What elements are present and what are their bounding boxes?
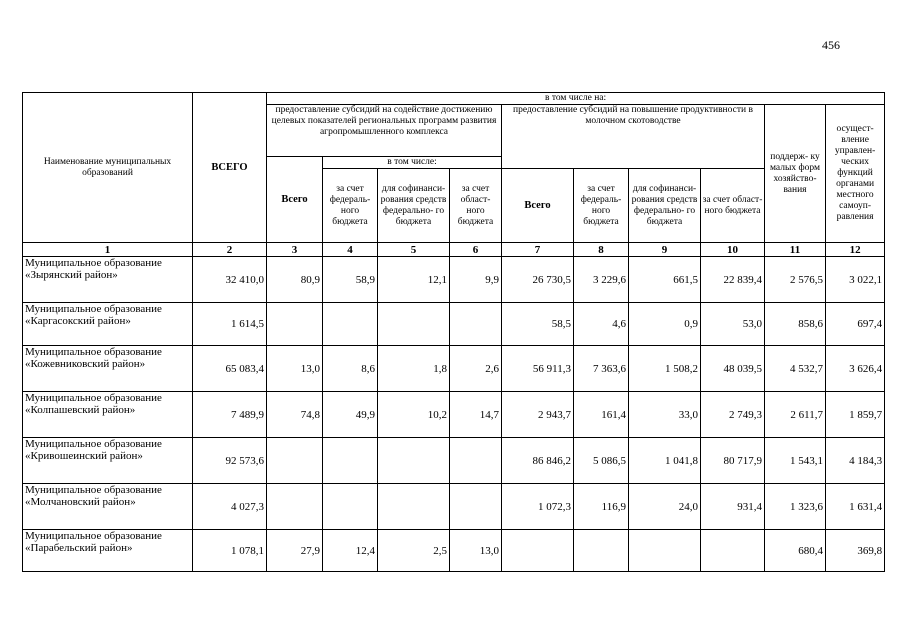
table-cell: 2 749,3 bbox=[701, 392, 765, 438]
table-cell: 56 911,3 bbox=[502, 346, 574, 392]
municipality-name: Муниципальное образование «Колпашевский район» bbox=[23, 392, 193, 438]
column-number: 4 bbox=[323, 243, 378, 257]
column-number: 1 bbox=[23, 243, 193, 257]
header-small-farms: поддерж- ку малых форм хозяйство- вания bbox=[765, 105, 826, 243]
table-cell: 680,4 bbox=[765, 530, 826, 572]
table-cell: 5 086,5 bbox=[574, 438, 629, 484]
table-cell bbox=[267, 484, 323, 530]
table-cell: 4 027,3 bbox=[193, 484, 267, 530]
table-cell: 12,1 bbox=[378, 257, 450, 303]
table-cell bbox=[629, 530, 701, 572]
table-cell: 13,0 bbox=[267, 346, 323, 392]
table-row bbox=[23, 484, 885, 530]
table-cell bbox=[450, 438, 502, 484]
table-cell: 92 573,6 bbox=[193, 438, 267, 484]
column-number: 3 bbox=[267, 243, 323, 257]
table-cell: 32 410,0 bbox=[193, 257, 267, 303]
table-cell: 13,0 bbox=[450, 530, 502, 572]
header-a-total: Всего bbox=[267, 157, 323, 243]
table-row bbox=[23, 392, 885, 438]
table-cell: 2,6 bbox=[450, 346, 502, 392]
table-cell: 49,9 bbox=[323, 392, 378, 438]
table-cell: 3 229,6 bbox=[574, 257, 629, 303]
table-cell: 1 323,6 bbox=[765, 484, 826, 530]
table-cell: 1 614,5 bbox=[193, 303, 267, 346]
header-a-federal: за счет федераль- ного бюджета bbox=[323, 169, 378, 243]
table-cell: 53,0 bbox=[701, 303, 765, 346]
header-b-federal: за счет федераль- ного бюджета bbox=[574, 169, 629, 243]
table-cell: 8,6 bbox=[323, 346, 378, 392]
table-cell bbox=[378, 438, 450, 484]
header-management: осущест- вление управлен- ческих функций органами местного самоуп- равления bbox=[826, 105, 885, 243]
table-cell: 7 489,9 bbox=[193, 392, 267, 438]
table-cell: 1 508,2 bbox=[629, 346, 701, 392]
table-cell: 931,4 bbox=[701, 484, 765, 530]
column-number: 10 bbox=[701, 243, 765, 257]
table-cell: 58,5 bbox=[502, 303, 574, 346]
table-cell bbox=[267, 303, 323, 346]
table-cell: 1 859,7 bbox=[826, 392, 885, 438]
table-cell: 697,4 bbox=[826, 303, 885, 346]
table-cell: 116,9 bbox=[574, 484, 629, 530]
column-number: 2 bbox=[193, 243, 267, 257]
table-cell: 3 626,4 bbox=[826, 346, 885, 392]
table-cell bbox=[267, 438, 323, 484]
table-cell: 369,8 bbox=[826, 530, 885, 572]
table-cell: 2,5 bbox=[378, 530, 450, 572]
column-number: 11 bbox=[765, 243, 826, 257]
table-cell bbox=[450, 303, 502, 346]
table-row bbox=[23, 346, 885, 392]
table-cell bbox=[378, 484, 450, 530]
table-cell: 65 083,4 bbox=[193, 346, 267, 392]
table-cell: 1 041,8 bbox=[629, 438, 701, 484]
table-cell: 1 631,4 bbox=[826, 484, 885, 530]
header-group-a: предоставление субсидий на содействие достижению целевых показателей региональных программ развития агропромышленного комплекса bbox=[267, 105, 502, 157]
header-a-regional: за счет област- ного бюджета bbox=[450, 169, 502, 243]
table-cell: 7 363,6 bbox=[574, 346, 629, 392]
table-cell bbox=[378, 303, 450, 346]
municipality-name: Муниципальное образование «Кривошеинский район» bbox=[23, 438, 193, 484]
table-cell: 58,9 bbox=[323, 257, 378, 303]
table-cell: 80 717,9 bbox=[701, 438, 765, 484]
municipality-name: Муниципальное образование «Зырянский район» bbox=[23, 257, 193, 303]
table-cell: 1,8 bbox=[378, 346, 450, 392]
table-cell: 4 532,7 bbox=[765, 346, 826, 392]
table-cell: 22 839,4 bbox=[701, 257, 765, 303]
municipality-name: Муниципальное образование «Кожевниковский район» bbox=[23, 346, 193, 392]
table-body bbox=[23, 257, 885, 572]
table-cell: 4 184,3 bbox=[826, 438, 885, 484]
table-cell: 2 576,5 bbox=[765, 257, 826, 303]
table-cell: 2 943,7 bbox=[502, 392, 574, 438]
municipality-name: Муниципальное образование «Каргасокский район» bbox=[23, 303, 193, 346]
table-cell: 74,8 bbox=[267, 392, 323, 438]
table-cell: 858,6 bbox=[765, 303, 826, 346]
table-cell: 1 072,3 bbox=[502, 484, 574, 530]
table-cell: 3 022,1 bbox=[826, 257, 885, 303]
table-cell: 661,5 bbox=[629, 257, 701, 303]
table-cell: 9,9 bbox=[450, 257, 502, 303]
header-including: в том числе на: bbox=[267, 93, 885, 105]
column-number: 8 bbox=[574, 243, 629, 257]
column-number: 5 bbox=[378, 243, 450, 257]
table-cell bbox=[450, 484, 502, 530]
table-cell: 10,2 bbox=[378, 392, 450, 438]
header-group-b: предоставление субсидий на повышение продуктивности в молочном скотоводстве bbox=[502, 105, 765, 169]
table-cell: 80,9 bbox=[267, 257, 323, 303]
municipality-name: Муниципальное образование «Молчановский район» bbox=[23, 484, 193, 530]
column-number: 6 bbox=[450, 243, 502, 257]
table-cell: 14,7 bbox=[450, 392, 502, 438]
header-b-total: Всего bbox=[502, 169, 574, 243]
column-number-row bbox=[23, 243, 885, 257]
table-row bbox=[23, 303, 885, 346]
municipality-name: Муниципальное образование «Парабельский район» bbox=[23, 530, 193, 572]
header-total: ВСЕГО bbox=[193, 93, 267, 243]
header-municipality: Наименование муниципальных образований bbox=[23, 93, 193, 243]
table-cell bbox=[323, 303, 378, 346]
table-cell: 2 611,7 bbox=[765, 392, 826, 438]
subsidy-table bbox=[22, 92, 885, 572]
table-cell: 1 078,1 bbox=[193, 530, 267, 572]
table-cell: 26 730,5 bbox=[502, 257, 574, 303]
table-cell: 86 846,2 bbox=[502, 438, 574, 484]
table-cell: 27,9 bbox=[267, 530, 323, 572]
table-cell: 0,9 bbox=[629, 303, 701, 346]
table-cell: 12,4 bbox=[323, 530, 378, 572]
table-cell: 33,0 bbox=[629, 392, 701, 438]
table-row bbox=[23, 438, 885, 484]
header-b-regional: за счет област- ного бюджета bbox=[701, 169, 765, 243]
column-number: 7 bbox=[502, 243, 574, 257]
table-cell bbox=[574, 530, 629, 572]
table-row bbox=[23, 530, 885, 572]
table-cell bbox=[502, 530, 574, 572]
header-b-cofinancing: для софинанси- рования средств федерально- го бюджета bbox=[629, 169, 701, 243]
table-cell: 161,4 bbox=[574, 392, 629, 438]
table-cell: 1 543,1 bbox=[765, 438, 826, 484]
header-a-cofinancing: для софинанси- рования средств федерально- го бюджета bbox=[378, 169, 450, 243]
table-cell bbox=[701, 530, 765, 572]
column-number: 12 bbox=[826, 243, 885, 257]
header-a-including: в том числе: bbox=[323, 157, 502, 169]
table-cell: 4,6 bbox=[574, 303, 629, 346]
table-header bbox=[23, 93, 885, 257]
table-row bbox=[23, 257, 885, 303]
table-cell bbox=[323, 438, 378, 484]
table-cell: 24,0 bbox=[629, 484, 701, 530]
page-number: 456 bbox=[822, 38, 840, 52]
table-cell: 48 039,5 bbox=[701, 346, 765, 392]
table-cell bbox=[323, 484, 378, 530]
column-number: 9 bbox=[629, 243, 701, 257]
